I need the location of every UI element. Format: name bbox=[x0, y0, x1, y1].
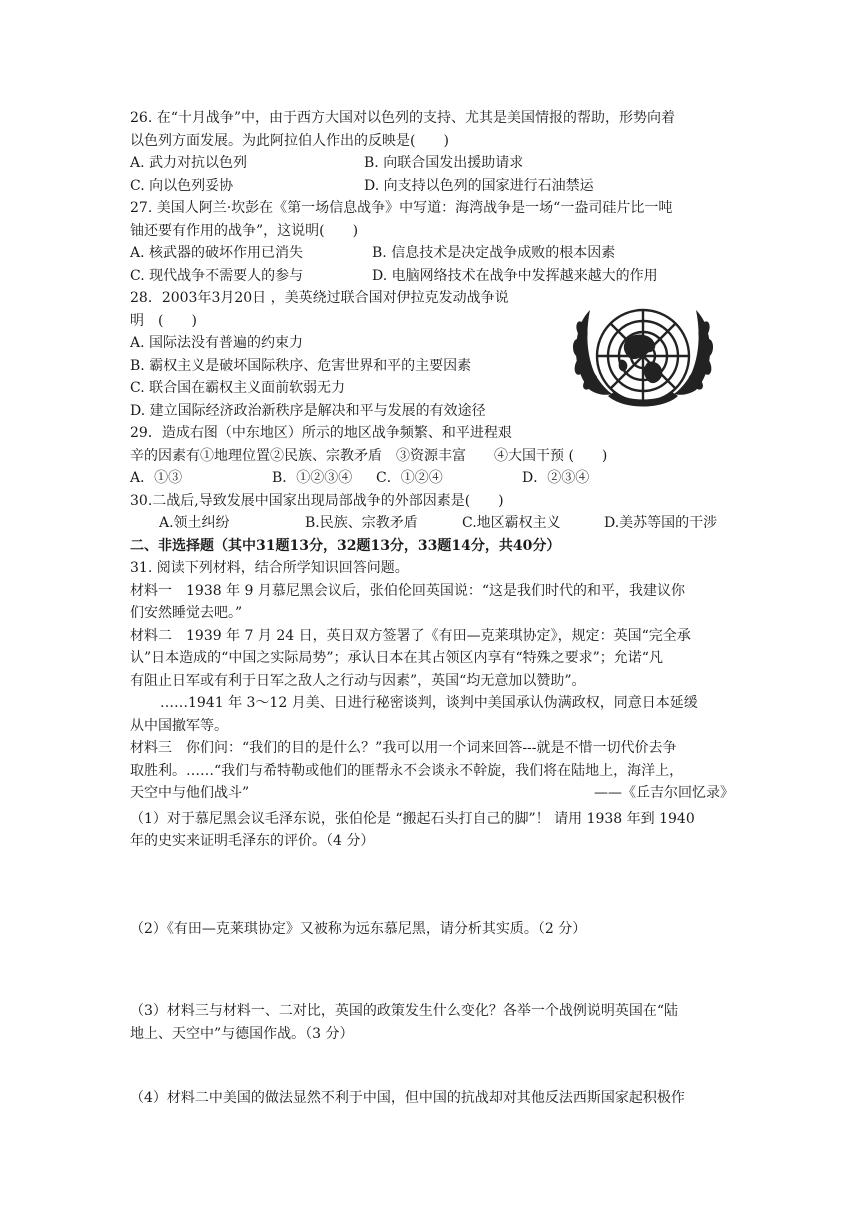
material-1-line2: 们安然睡觉去吧。” bbox=[130, 605, 243, 621]
material-2-line5: 从中国撤军等。 bbox=[130, 718, 228, 734]
material-3-line3: 天空中与他们战斗” bbox=[130, 785, 250, 801]
material-2-line1: 材料二 1939 年 7 月 24 日，英日双方签署了《有田—克莱琪协定》，规定：英国“完全承 bbox=[130, 628, 691, 644]
subquestion-3-line1: （3）材料三与材料一、二对比，英国的政策发生什么变化？各举一个战例说明英国在“陆 bbox=[130, 1003, 679, 1019]
material-1-line1: 材料一 1938 年 9 月慕尼黑会议后，张伯伦回英国说：“这是我们时代的和平，我建议你 bbox=[130, 583, 686, 599]
q28-stem-line1: 28．2003年3月20日 ，美英绕过联合国对伊拉克发动战争说 bbox=[130, 290, 509, 306]
united-nations-emblem-image bbox=[568, 290, 718, 425]
q27-option-a: A. 核武器的破坏作用已消失 bbox=[130, 245, 304, 261]
q28-option-c: C. 联合国在霸权主义面前软弱无力 bbox=[130, 380, 346, 396]
subquestion-1-line1: （1）对于慕尼黑会议毛泽东说，张伯伦是 “搬起石头打自己的脚”！ 请用 1938 年到 1940 bbox=[130, 811, 695, 827]
q27-option-d: D. 电脑网络技术在战争中发挥越来越大的作用 bbox=[372, 268, 658, 284]
q29-option-d: D．②③④ bbox=[522, 470, 590, 486]
section-heading: 二、非选择题（其中31题13分，32题13分，33题14分，共40分） bbox=[130, 538, 561, 554]
q30-option-c: C.地区霸权主义 bbox=[462, 515, 561, 531]
q30-option-a: A.领土纠纷 bbox=[159, 515, 230, 531]
material-2-line3: 有阻止日军或有利于日军之敌人之行动与因素”，英国“均无意加以赞助”。 bbox=[130, 673, 586, 689]
q26-stem-line2: 以色列方面发展。为此阿拉伯人作出的反映是( ) bbox=[130, 133, 449, 149]
q27-stem-line1: 27. 美国人阿兰·坎彭在《第一场信息战争》中写道：海湾战争是一场“一盎司硅片比一吨 bbox=[130, 200, 673, 216]
q28-stem-line2: 明 ( ) bbox=[130, 313, 197, 329]
material-3-line1: 材料三 你们问：“我们的目的是什么？”我可以用一个词来回答---就是不惜一切代价去争 bbox=[130, 740, 677, 756]
q27-option-b: B. 信息技术是决定战争成败的根本因素 bbox=[372, 245, 616, 261]
q31-intro: 31. 阅读下列材料，结合所学知识回答问题。 bbox=[130, 560, 409, 576]
q29-option-b: B．①②③④ bbox=[272, 470, 353, 486]
q29-option-c: C．①②④ bbox=[376, 470, 443, 486]
q30-option-d: D.美苏等国的干涉 bbox=[604, 515, 718, 531]
subquestion-3-line2: 地上、天空中”与德国作战。（3 分） bbox=[130, 1026, 354, 1042]
subquestion-2: （2）《有田—克莱琪协定》又被称为远东慕尼黑，请分析其实质。（2 分） bbox=[130, 921, 587, 937]
q29-stem-line2: 辛的因素有①地理位置②民族、宗教矛盾 ③资源丰富 ④大国干预 ( ) bbox=[130, 448, 608, 464]
material-3-line2: 取胜利。……“我们与希特勒或他们的匪帮永不会谈永不幹旋，我们将在陆地上，海洋上， bbox=[130, 763, 684, 779]
q30-option-b: B.民族、宗教矛盾 bbox=[305, 515, 418, 531]
material-3-source: ——《丘吉尔回忆录》 bbox=[594, 785, 734, 801]
q26-option-b: B. 向联合国发出援助请求 bbox=[364, 155, 524, 171]
material-2-line4: ……1941 年 3～12 月美、日进行秘密谈判，谈判中美国承认伪满政权，同意日本延缓 bbox=[160, 695, 698, 711]
q27-stem-line2: 铀还要有作用的战争”，这说明( ) bbox=[130, 223, 359, 239]
q29-option-a: A．①③ bbox=[130, 470, 183, 486]
q28-option-b: B. 霸权主义是破坏国际秩序、危害世界和平的主要因素 bbox=[130, 358, 472, 374]
q30-stem: 30.二战后,导致发展中国家出现局部战争的外部因素是( ) bbox=[130, 493, 504, 509]
q26-option-c: C. 向以色列妥协 bbox=[130, 178, 234, 194]
q26-option-d: D. 向支持以色列的国家进行石油禁运 bbox=[364, 178, 594, 194]
q29-stem-line1: 29．造成右图（中东地区）所示的地区战争频繁、和平进程艰 bbox=[130, 425, 512, 441]
q26-stem-line1: 26. 在“十月战争”中，由于西方大国对以色列的支持、尤其是美国情报的帮助，形势向着 bbox=[130, 110, 676, 126]
material-2-line2: 认”日本造成的“中国之实际局势”；承认日本在其占领区内享有“特殊之要求”；允诺“凡 bbox=[130, 650, 663, 666]
q28-option-a: A. 国际法没有普遍的约束力 bbox=[130, 335, 304, 351]
q27-option-c: C. 现代战争不需要人的参与 bbox=[130, 268, 304, 284]
subquestion-4-line1: （4）材料二中美国的做法显然不利于中国，但中国的抗战却对其他反法西斯国家起积极作 bbox=[130, 1090, 685, 1106]
subquestion-1-line2: 年的史实来证明毛泽东的评价。（4 分） bbox=[130, 833, 375, 849]
q26-option-a: A. 武力对抗以色列 bbox=[130, 155, 248, 171]
q28-option-d: D. 建立国际经济政治新秩序是解决和平与发展的有效途径 bbox=[130, 403, 486, 419]
